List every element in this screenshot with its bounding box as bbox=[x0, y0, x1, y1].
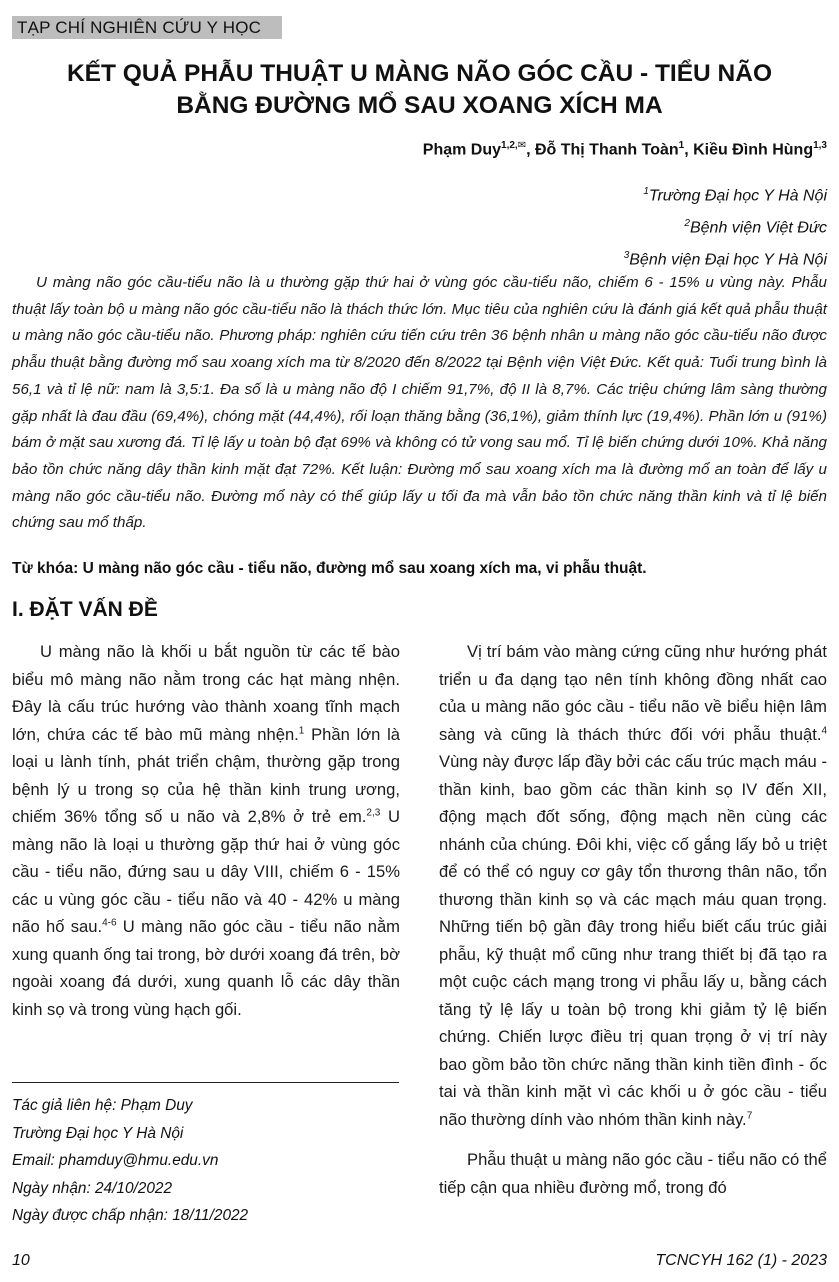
author-name: Phạm Duy bbox=[422, 141, 502, 159]
author-affil-sup: 1,3 bbox=[813, 140, 827, 151]
correspondence-footnote bbox=[12, 1092, 248, 1230]
body-column-right bbox=[439, 638, 827, 1201]
title-line-1: KẾT QUẢ PHẪU THUẬT U MÀNG NÃO GÓC CẦU - TIỂU NÃO bbox=[66, 60, 773, 87]
body-column-left bbox=[12, 638, 400, 1023]
author-name: Kiều Đình Hùng bbox=[693, 141, 814, 159]
article-title bbox=[20, 58, 819, 122]
footnote-accepted: Ngày được chấp nhận: 18/11/2022 bbox=[12, 1207, 249, 1225]
body-paragraph: U màng não là khối u bắt nguồn từ các tế bào biểu mô màng não nằm trong các hạt màng nhện. Đây là cấu trúc hướng vào thành xoang tĩnh mạch lớn, chứa các tế bào mũ màng nhện.$^1$ Phần lớn là loại u lành tính, phát triển chậm, thường gặp trong bệnh lý u trong sọ của hệ thần kinh trung ương, chiếm 36% tổng số u não và 2,8% ở trẻ em.$^{2,3}$ U màng não là loại u thường gặp thứ hai ở vùng góc cầu - tiểu não, đứng sau u dây VIII, chiếm 6 - 15% các u vùng góc cầu - tiểu não và 40 - 42% u màng não hố sau.$^{4-6}$ U màng não góc cầu - tiểu não nằm xung quanh ống tai trong, bờ dưới xoang đá trên, bờ ngoài xoang đá dưới, xung quanh lỗ các dây thần kinh sọ và trong vùng hạch gối. bbox=[12, 642, 401, 1019]
affiliation-list bbox=[624, 178, 827, 273]
author-affil-sup: 1 bbox=[678, 140, 685, 151]
citation-sup: 7 bbox=[746, 1109, 753, 1121]
author-name: Đỗ Thị Thanh Toàn bbox=[534, 141, 679, 159]
footnote-contact: Tác giả liên hệ: Phạm Duy bbox=[12, 1097, 193, 1114]
footnote-email: Email: phamduy@hmu.edu.vn bbox=[12, 1152, 219, 1170]
footnote-received: Ngày nhận: 24/10/2022 bbox=[12, 1179, 173, 1197]
body-paragraph: Vị trí bám vào màng cứng cũng như hướng phát triển u đa dạng tạo nên tính không đồng nhất cao của u màng não góc cầu - tiểu não về biểu hiện lâm sàng và cũng là thách thức đối với phẫu thuật.$^4$ Vùng này được lấp đầy bởi các cấu trúc mạch máu - thần kinh, bao gồm các thần kinh sọ IV đến XII, động mạch đốt sống, động mạch nền cùng các nhánh của chúng. Đôi khi, việc cố gắng lấy bỏ u triệt để có thể có nguy cơ gây tổn thương thân não, tổn thương thần kinh sọ và các mạch máu quan trọng. Những tiến bộ gần đây trong hiểu biết cấu trúc giải phẫu, kỹ thuật mổ cũng như trang thiết bị đã tạo ra một cuộc cách mạng trong vi phẫu lấy u, bằng cách tăng tỷ lệ lấy u toàn bộ trong khi giảm tỷ lệ biến chứng. Chiến lược điều trị quan trọng ở vị trí này bao gồm bảo tồn chức năng thần kinh tiền đình - ốc tai và thần kinh mặt vì các khối u ở góc cầu - tiểu não thường dính vào nhóm thần kinh này.$^7$ bbox=[439, 642, 827, 1129]
journal-reference: TCNCYH 162 (1) - 2023 bbox=[655, 1252, 827, 1269]
body-paragraph: Phẫu thuật u màng não góc cầu - tiểu não có thể tiếp cận qua nhiều đường mổ, trong đó bbox=[439, 1150, 827, 1197]
affiliation-item: $^1$Trường Đại học Y Hà Nội bbox=[643, 186, 827, 205]
citation-sup: 4 bbox=[821, 724, 827, 736]
abstract-text: U màng não góc cầu-tiểu não là u thường gặp thứ hai ở vùng góc cầu-tiểu não, chiếm 6 - 15% u vùng này. Phẫu thuật lấy toàn bộ u màng não góc cầu-tiểu não là thách thức lớn. Mục tiêu của nghiên cứu là đánh giá kết quả phẫu thuật u màng não góc cầu-tiểu não. Phương pháp: nghiên cứu tiến cứu trên 36 bệnh nhân u màng não góc cầu-tiểu não được phẫu thuật bằng đường mổ sau xoang xích ma từ 8/2020 đến 8/2022 tại Bệnh viện Việt Đức. Kết quả: Tuổi trung bình là 56,1 và tỉ lệ nữ: nam là 3,5:1. Đa số là u màng não độ I chiếm 91,7%, độ II là 8,7%. Các triệu chứng lâm sàng thường gặp nhất là đau đầu (69,4%), chóng mặt (44,4%), rối loạn thăng bằng (36,1%), giảm thính lực (19,4%). Phần lớn u (91%) bám ở mặt sau xương đá. Tỉ lệ lấy u toàn bộ đạt 69% và không có tử vong sau mổ. Tỉ lệ biến chứng dưới 10%. Khả năng bảo tồn chức năng dây thần kinh mặt đạt 72%. Kết luận: Đường mổ sau xoang xích ma là đường mổ an toàn để lấy u màng não góc cầu-tiểu não. Đường mổ này có thể giúp lấy u tối đa mà vẫn bảo tồn chức năng thần kinh và tỉ lệ biến chứng sau mổ thấp. bbox=[12, 274, 827, 532]
page-number: 10 bbox=[12, 1252, 30, 1269]
citation-sup: 2,3 bbox=[366, 807, 381, 819]
affiliation-item: $^3$Bệnh viện Đại học Y Hà Nội bbox=[623, 249, 827, 268]
keywords: Từ khóa: U màng não góc cầu - tiểu não, đường mổ sau xoang xích ma, vi phẫu thuật. bbox=[12, 560, 647, 577]
affiliation-item: $^2$Bệnh viện Việt Đức bbox=[684, 217, 827, 237]
journal-name: TẠP CHÍ NGHIÊN CỨU Y HỌC bbox=[17, 18, 262, 37]
abstract bbox=[12, 270, 827, 537]
footnote-institution: Trường Đại học Y Hà Nội bbox=[12, 1124, 184, 1142]
author-affil-sup: 1,2,✉ bbox=[501, 140, 527, 151]
footnote-divider bbox=[12, 1082, 399, 1083]
section-heading: I. ĐẶT VẤN ĐỀ bbox=[12, 598, 158, 621]
title-line-2: BẰNG ĐƯỜNG MỔ SAU XOANG XÍCH MA bbox=[176, 92, 663, 119]
citation-sup: 4-6 bbox=[102, 917, 117, 929]
journal-header-bar bbox=[12, 16, 282, 39]
author-list: Phạm Duy$^{1,2,✉}$, Đỗ Thị Thanh Toàn$^1$, Kiều Đình Hùng$^{1,3}$ bbox=[422, 140, 827, 159]
citation-sup: 1 bbox=[298, 724, 305, 736]
